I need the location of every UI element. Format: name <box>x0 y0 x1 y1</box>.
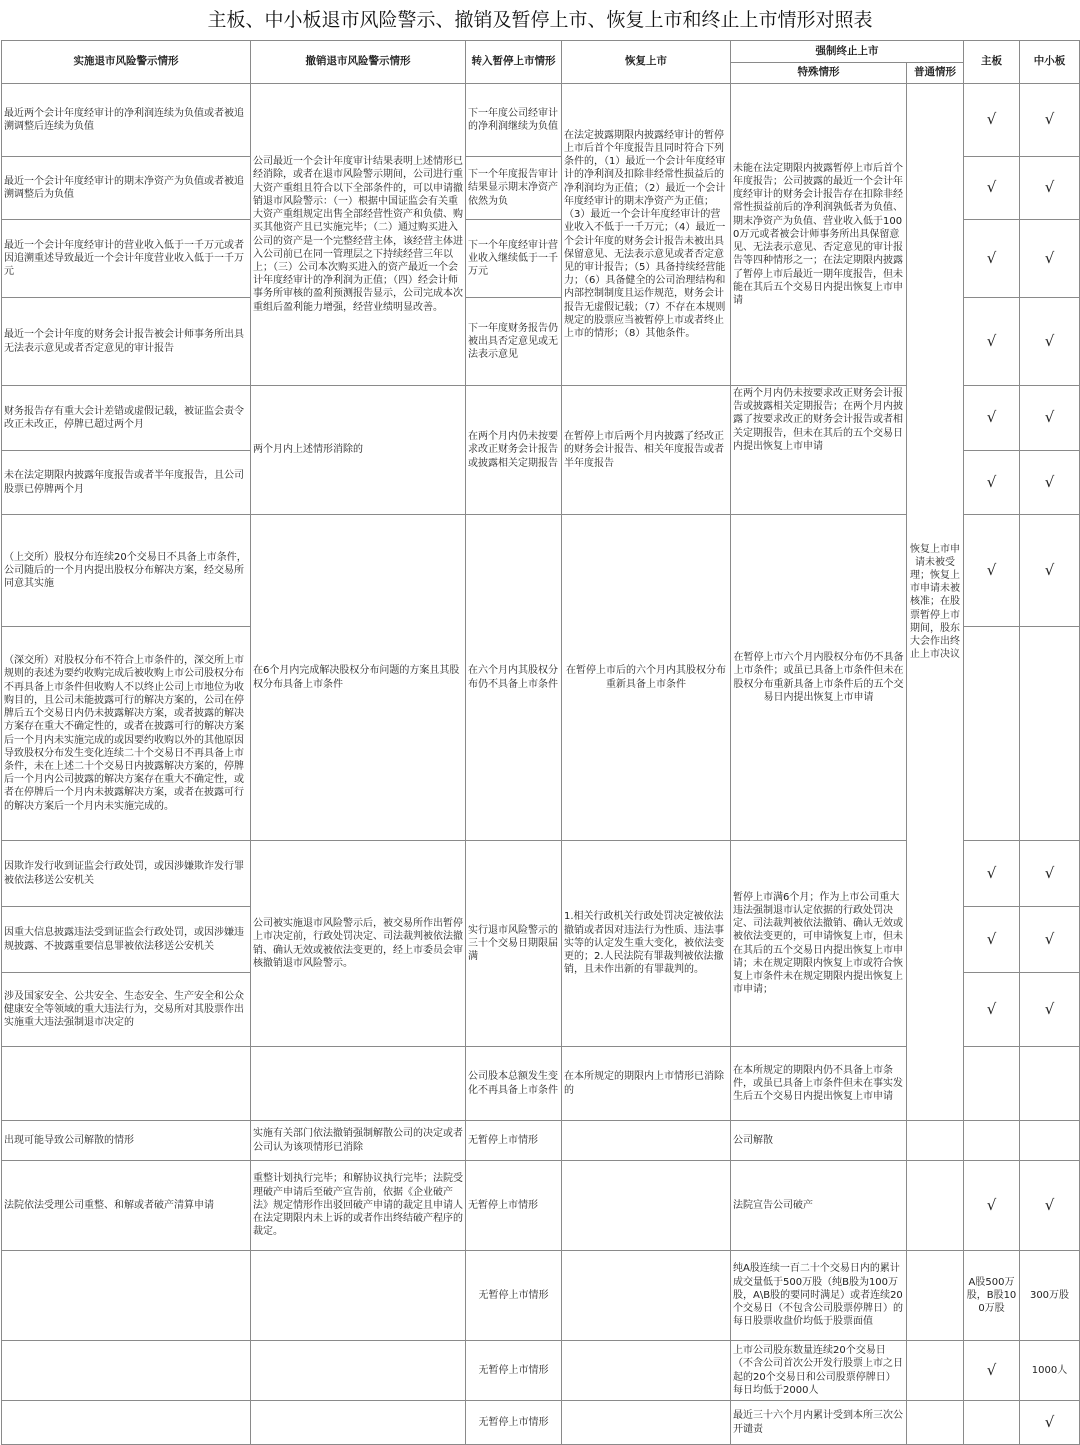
row13-main-empty <box>964 1121 1020 1161</box>
row17-revoke-empty <box>251 1401 466 1445</box>
row12-main-empty <box>964 1047 1020 1121</box>
row3-warning: 最近一个会计年度经审计的营业收入低于一千万元或者因追溯重述导致最近一个会计年度营业收入低于一千万元 <box>2 220 251 298</box>
group1-revoke: 公司最近一个会计年度审计结果表明上述情形已经消除，或者在退市风险警示期间，公司进行重大资产重组且符合以下全部条件的，可以申请撤销退市风险警示：（一）根据中国证监会有关重大资产重组规定出售全部经营性资产和负债、购买其他资产且已实施完毕；（二）通过购买进入公司的资产是一个完整经营主体，该经营主体进入公司前已在同一管理层之下持续经营三年以上；（三）公司本次购买进入的资产最近一个会计年度经审计的净利润为正值；（四）经会计师事务所审核的盈利预测报告显示，公司完成本次重组后盈利能力增强，经营业绩明显改善。 <box>251 84 466 386</box>
row15-suspension: 无暂停上市情形 <box>466 1251 562 1341</box>
row9-main-check: √ <box>964 841 1020 907</box>
comparison-table <box>1 40 1080 1445</box>
row8-main-empty <box>964 627 1020 841</box>
row6-sme-check: √ <box>1020 451 1080 515</box>
row16-revoke-empty <box>251 1341 466 1401</box>
group3-revoke: 在6个月内完成解决股权分布问题的方案且其股权分布具备上市条件 <box>251 515 466 841</box>
header-main-board: 主板 <box>964 41 1020 84</box>
row16-resume-empty <box>562 1341 731 1401</box>
group2-special: 在两个月内仍未按要求改正财务会计报告或披露相关定期报告；在两个月内披露了按要求改正的财务会计报告或者相关定期报告，但未在其后的五个交易日内提出恢复上市申请 <box>731 386 907 515</box>
row1-warning: 最近两个会计年度经审计的净利润连续为负值或者被追溯调整后连续为负值 <box>2 84 251 157</box>
row14-main-check: √ <box>964 1161 1020 1251</box>
header-forced-delisting: 强制终止上市 <box>731 41 964 63</box>
row15-ordinary-empty <box>907 1251 964 1341</box>
row6-warning: 未在法定期限内披露年度报告或者半年度报告，且公司股票已停牌两个月 <box>2 451 251 515</box>
group2-revoke: 两个月内上述情形消除的 <box>251 386 466 515</box>
group3-suspension: 在六个月内其股权分布仍不具备上市条件 <box>466 515 562 841</box>
row4-sme-check: √ <box>1020 298 1080 386</box>
row10-warning: 因重大信息披露违法受到证监会行政处罚，或因涉嫌违规披露、不披露重要信息罪被依法移送公安机关 <box>2 907 251 973</box>
group4-special: 暂停上市满6个月；作为上市公司重大违法强制退市认定依据的行政处罚决定、司法裁判被依法撤销、确认无效或被依法变更的，可申请恢复上市，但未在其后的五个交易日内提出恢复上市申请；未在规定期限内恢复上市或符合恢复上市条件未在规定期限内提出恢复上市申请； <box>731 841 907 1047</box>
row12-sme-empty <box>1020 1047 1080 1121</box>
row7-sme-check: √ <box>1020 515 1080 627</box>
header-warning-cases: 实施退市风险警示情形 <box>2 41 251 84</box>
row4-suspension: 下一年度财务报告仍被出具否定意见或无法表示意见 <box>466 298 562 386</box>
row14-warning: 法院依法受理公司重整、和解或者破产清算申请 <box>2 1161 251 1251</box>
group2-resume: 在暂停上市后两个月内披露了经改正的财务会计报告、相关年度报告或者半年度报告 <box>562 386 731 515</box>
group1-resume: 在法定披露期限内披露经审计的暂停上市后首个年度报告且同时符合下列条件的，（1）最近一个会计年度经审计的净利润及扣除非经常性损益后的净利润均为正值；（2）最近一个会计年度经审计的期末净资产为正值；（3）最近一个会计年度经审计的营业收入不低于一千万元；（4）最近一个会计年度的财务会计报告未被出具保留意见、无法表示意见或者否定意见的审计报告；（5）具备持续经营能力；（6）具备健全的公司治理结构和内部控制制度且运作规范，财务会计报告无虚假记载；（7）不存在本规则规定的股票应当被暂停上市或者终止上市的情形；（8）其他条件。 <box>562 84 731 386</box>
header-special-case: 特殊情形 <box>731 63 907 84</box>
row2-warning: 最近一个会计年度经审计的期末净资产为负值或者被追溯调整后为负值 <box>2 157 251 220</box>
page-title: 主板、中小板退市风险警示、撤销及暂停上市、恢复上市和终止上市情形对照表 <box>207 9 873 31</box>
row12-warning-empty <box>2 1047 251 1121</box>
row17-warning-empty <box>2 1401 251 1445</box>
row3-sme-check: √ <box>1020 220 1080 298</box>
row17-ordinary-empty <box>907 1401 964 1445</box>
header-ordinary-case: 普通情形 <box>907 63 964 84</box>
row11-main-check: √ <box>964 973 1020 1047</box>
row13-suspension: 无暂停上市情形 <box>466 1121 562 1161</box>
row14-special: 法院宣告公司破产 <box>731 1161 907 1251</box>
row16-ordinary-empty <box>907 1341 964 1401</box>
row3-main-check: √ <box>964 220 1020 298</box>
row15-special: 纯A股连续一百二十个交易日内的累计成交量低于500万股（纯B股为100万股，A\B股的要同时满足）或者连续20个交易日（不包含公司股票停牌日）的每日股票收盘价均低于股票面值 <box>731 1251 907 1341</box>
row6-main-check: √ <box>964 451 1020 515</box>
row1-sme-check: √ <box>1020 84 1080 157</box>
group4-revoke: 公司被实施退市风险警示后，被交易所作出暂停上市决定前，行政处罚决定、司法裁判被依法撤销、确认无效或被依法变更的，经上市委员会审核撤销退市风险警示。 <box>251 841 466 1047</box>
row11-sme-check: √ <box>1020 973 1080 1047</box>
row17-suspension: 无暂停上市情形 <box>466 1401 562 1445</box>
row17-resume-empty <box>562 1401 731 1445</box>
row12-revoke-empty <box>251 1047 466 1121</box>
group3-special: 在暂停上市六个月内股权分布仍不具备上市条件；或虽已具备上市条件但未在股权分布重新具备上市条件后的五个交易日内提出恢复上市申请 <box>731 515 907 841</box>
row13-warning: 出现可能导致公司解散的情形 <box>2 1121 251 1161</box>
header-suspension: 转入暂停上市情形 <box>466 41 562 84</box>
row4-warning: 最近一个会计年度的财务会计报告被会计师事务所出具无法表示意见或者否定意见的审计报告 <box>2 298 251 386</box>
row15-revoke-empty <box>251 1251 466 1341</box>
header-resume-listing: 恢复上市 <box>562 41 731 84</box>
row13-sme-empty <box>1020 1121 1080 1161</box>
group3-resume: 在暂停上市后的六个月内其股权分布重新具备上市条件 <box>562 515 731 841</box>
row4-main-check: √ <box>964 298 1020 386</box>
row9-warning: 因欺诈发行收到证监会行政处罚，或因涉嫌欺诈发行罪被依法移送公安机关 <box>2 841 251 907</box>
row13-ordinary-empty <box>907 1121 964 1161</box>
row2-main-check: √ <box>964 157 1020 220</box>
row16-warning-empty <box>2 1341 251 1401</box>
row15-sme-threshold: 300万股 <box>1020 1251 1080 1341</box>
row12-suspension: 公司股本总额发生变化不再具备上市条件 <box>466 1047 562 1121</box>
group2-suspension: 在两个月内仍未按要求改正财务会计报告或披露相关定期报告 <box>466 386 562 515</box>
row5-warning: 财务报告存有重大会计差错或虚假记载，被证监会责令改正未改正，停牌已超过两个月 <box>2 386 251 451</box>
header-revoke-warning: 撤销退市风险警示情形 <box>251 41 466 84</box>
row14-revoke: 重整计划执行完毕；和解协议执行完毕；法院受理破产申请后至破产宣告前，依据《企业破产法》规定情形作出驳回破产申请的裁定且申请人在法定期限内未上诉的或者作出终结破产程序的裁定。 <box>251 1161 466 1251</box>
row16-special: 上市公司股东数量连续20个交易日（不含公司首次公开发行股票上市之日起的20个交易日和公司股票停牌日）每日均低于2000人 <box>731 1341 907 1401</box>
row11-warning: 涉及国家安全、公共安全、生态安全、生产安全和公众健康安全等领域的重大违法行为，交易所对其股票作出实施重大违法强制退市决定的 <box>2 973 251 1047</box>
row13-revoke: 实施有关部门依法撤销强制解散公司的决定或者公司认为该项情形已消除 <box>251 1121 466 1161</box>
row15-resume-empty <box>562 1251 731 1341</box>
row10-sme-check: √ <box>1020 907 1080 973</box>
row8-warning: （深交所）对股权分布不符合上市条件的，深交所上市规则的表述为要约收购完成后被收购上市公司股权分布不再具备上市条件但收购人不以终止公司上市地位为收购目的，且公司未能披露可行的解决方案的，公司在停牌后五个交易日内仍未披露解决方案，或者披露的解决方案存在重大不确定性的，或者在披露可行的解决方案后一个月内未实施完成的或因要约收购以外的其他原因导致股权分布发生变化连续二十个交易日不再具备上市条件，未在上述二十个交易日内披露解决方案的，停牌后一个月内公司披露的解决方案存在重大不确定性，或者在停牌后一个月内未披露解决方案，或者在披露可行的解决方案后一个月内未实施完成的。 <box>2 627 251 841</box>
row7-warning: （上交所）股权分布连续20个交易日不具备上市条件，公司随后的一个月内提出股权分布解决方案，经交易所同意其实施 <box>2 515 251 627</box>
row14-ordinary-empty <box>907 1161 964 1251</box>
row5-main-check: √ <box>964 386 1020 451</box>
row1-main-check: √ <box>964 84 1020 157</box>
row9-sme-check: √ <box>1020 841 1080 907</box>
row13-special: 公司解散 <box>731 1121 907 1161</box>
group4-resume: 1.相关行政机关行政处罚决定被依法撤销或者因对违法行为性质、违法事实等的认定发生重大变化，被依法变更的；2.人民法院有罪裁判被依法撤销，且未作出新的有罪裁判的。 <box>562 841 731 1047</box>
row12-resume: 在本所规定的期限内上市情形已消除的 <box>562 1047 731 1121</box>
ordinary-case: 恢复上市申请未被受理；恢复上市申请未被核准；在股票暂停上市期间，股东大会作出终止上市决议 <box>907 84 964 1121</box>
row16-main-check: √ <box>964 1341 1020 1401</box>
row15-warning-empty <box>2 1251 251 1341</box>
row5-sme-check: √ <box>1020 386 1080 451</box>
row16-sme-threshold: 1000人 <box>1020 1341 1080 1401</box>
row14-resume-empty <box>562 1161 731 1251</box>
row12-special: 在本所规定的期限内仍不具备上市条件，或虽已具备上市条件但未在事实发生后五个交易日内提出恢复上市申请 <box>731 1047 907 1121</box>
row15-main-threshold: A股500万股，B股100万股 <box>964 1251 1020 1341</box>
row3-suspension: 下一个年度经审计营业收入继续低于一千万元 <box>466 220 562 298</box>
group4-suspension: 实行退市风险警示的三十个交易日期限届满 <box>466 841 562 1047</box>
row1-suspension: 下一年度公司经审计的净利润继续为负值 <box>466 84 562 157</box>
group1-special: 未能在法定期限内披露暂停上市后首个年度报告；公司披露的最近一个会计年度经审计的财务会计报告存在扣除非经常性损益前后的净利润孰低者为负值、期末净资产为负值、营业收入低于1000万元或者被会计师事务所出具保留意见、无法表示意见、否定意见的审计报告等四种情形之一；在法定期限内披露了暂停上市后最近一期年度报告，但未能在其后五个交易日内提出恢复上市申请 <box>731 84 907 386</box>
row2-suspension: 下一个年度报告审计结果显示期末净资产依然为负 <box>466 157 562 220</box>
row14-suspension: 无暂停上市情形 <box>466 1161 562 1251</box>
row13-resume-empty <box>562 1121 731 1161</box>
row17-special: 最近三十六个月内累计受到本所三次公开谴责 <box>731 1401 907 1445</box>
row10-main-check: √ <box>964 907 1020 973</box>
row2-sme-check: √ <box>1020 157 1080 220</box>
row16-suspension: 无暂停上市情形 <box>466 1341 562 1401</box>
row8-sme-empty <box>1020 627 1080 841</box>
row14-sme-check: √ <box>1020 1161 1080 1251</box>
row17-sme-check: √ <box>1020 1401 1080 1445</box>
row17-main-empty <box>964 1401 1020 1445</box>
row7-main-check: √ <box>964 515 1020 627</box>
header-sme-board: 中小板 <box>1020 41 1080 84</box>
